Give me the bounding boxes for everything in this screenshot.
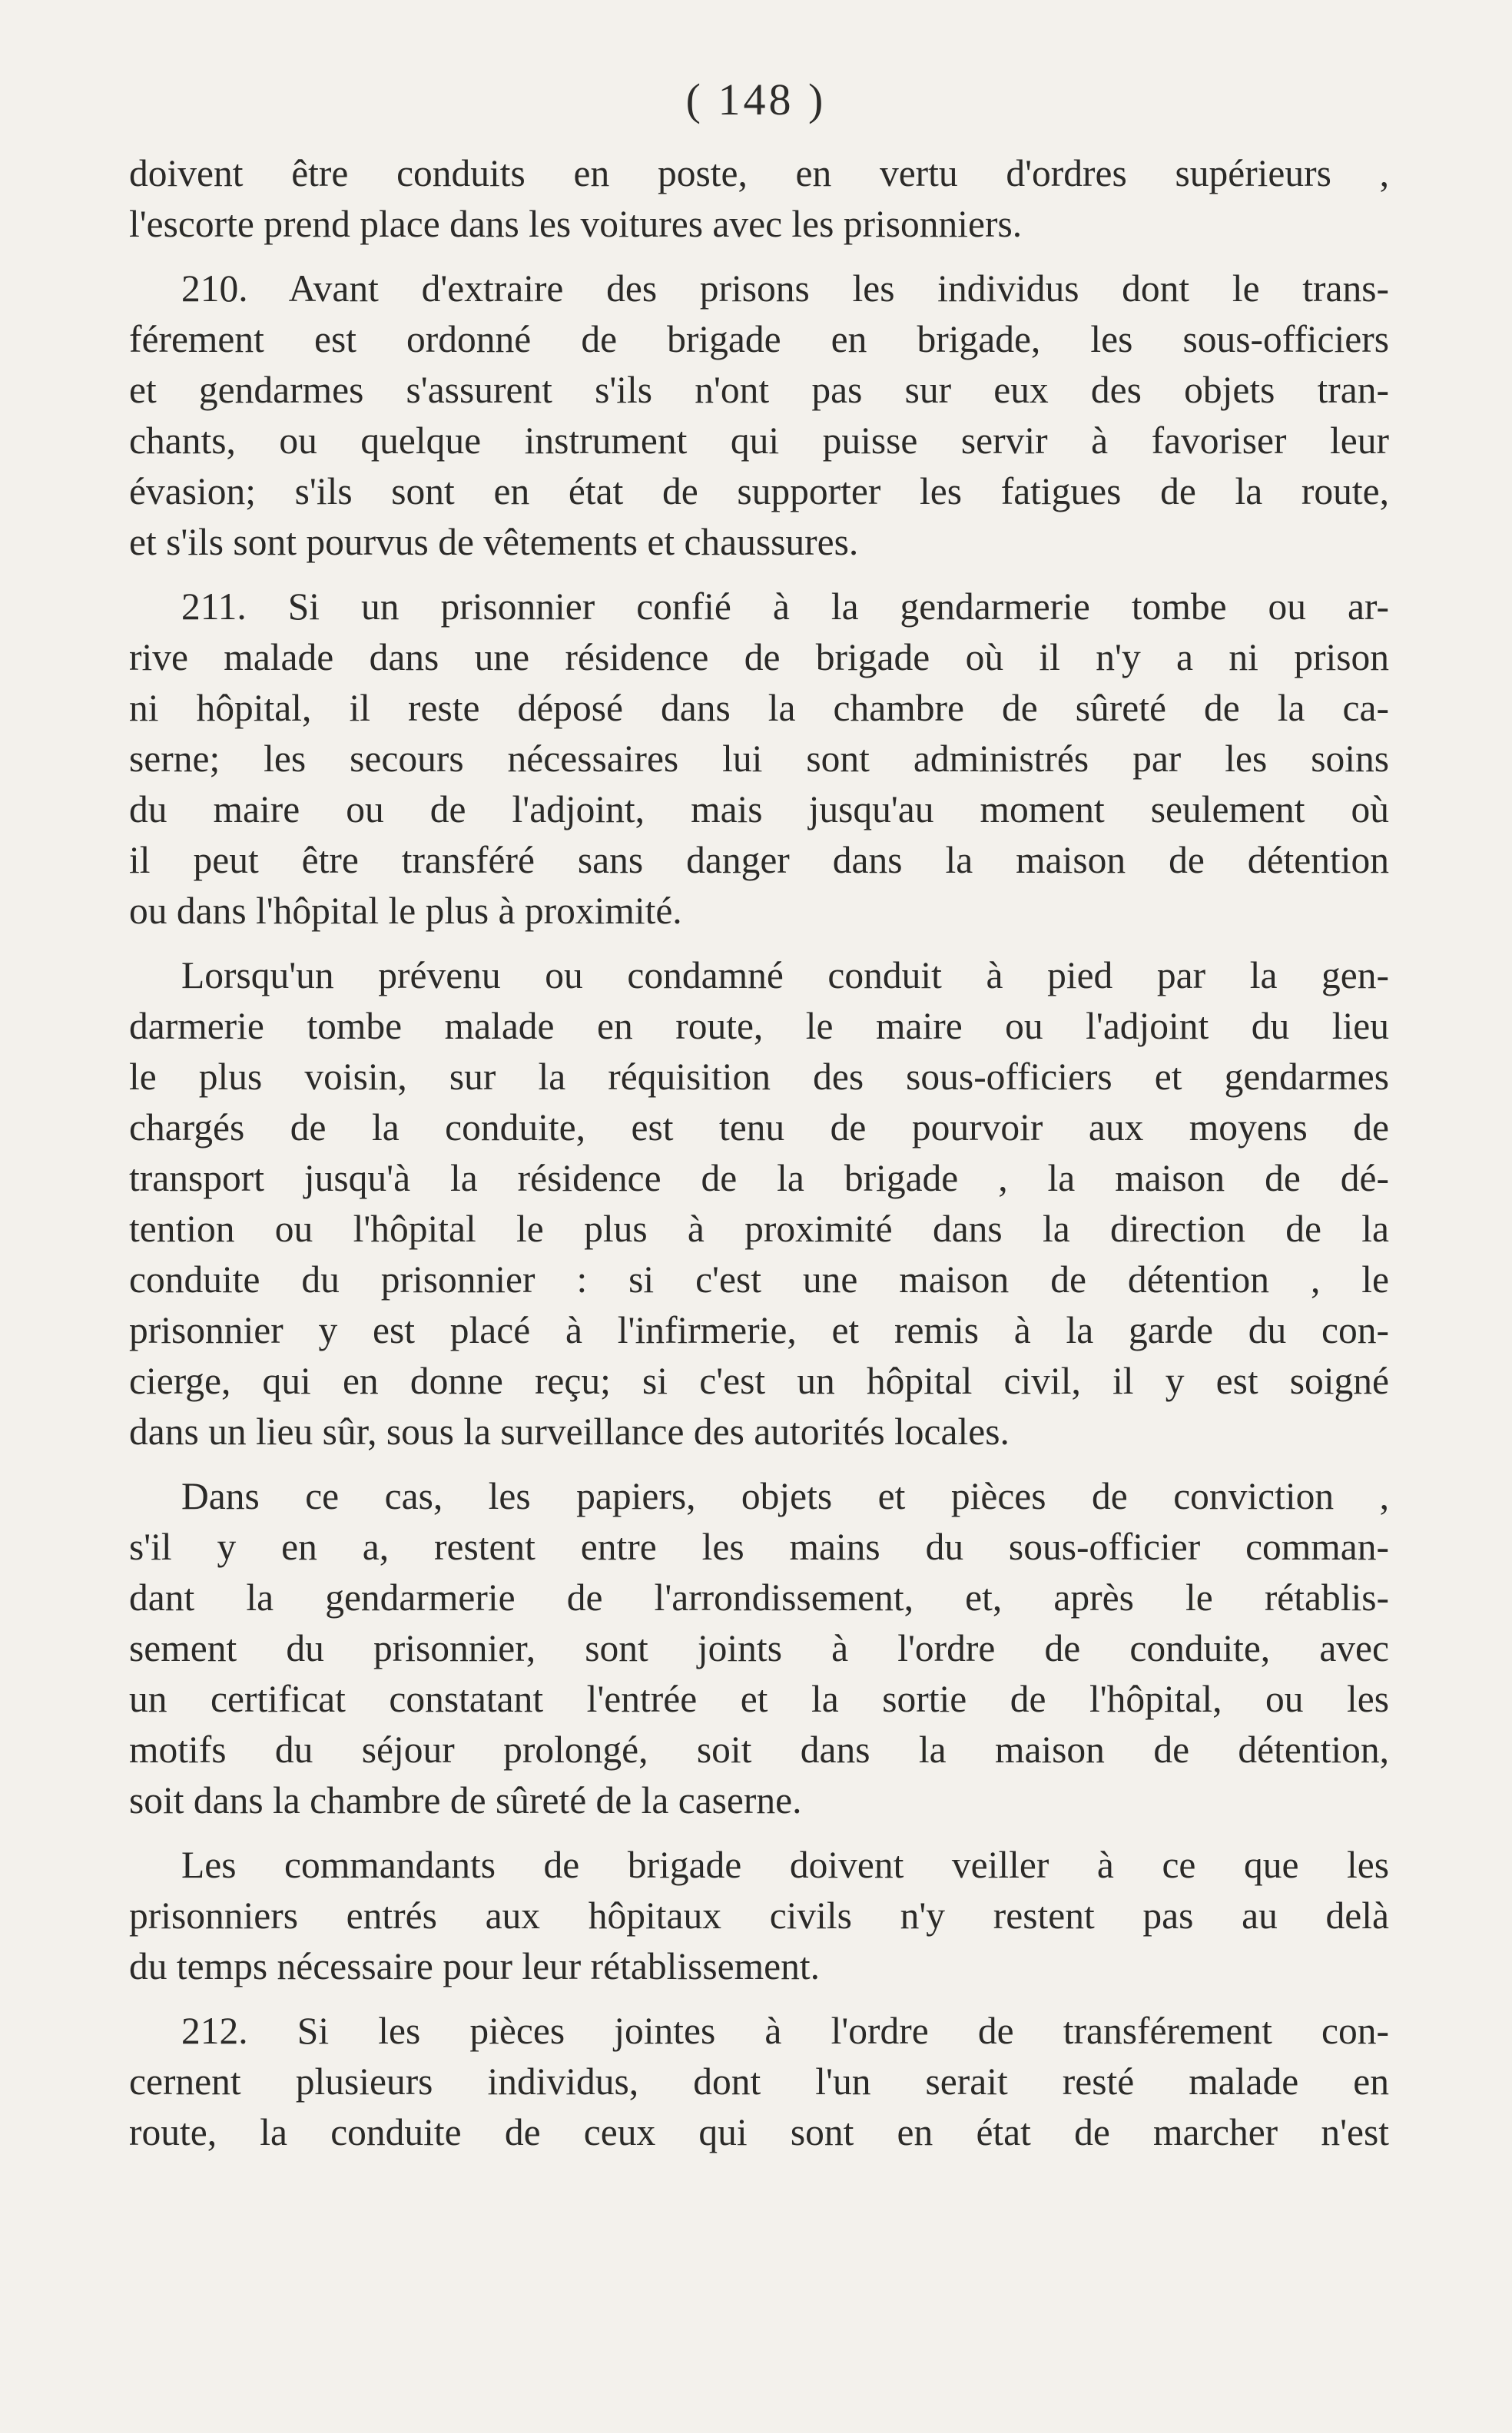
- text-line: Les commandants de brigade doivent veiller à ce que les: [181, 1844, 1389, 1886]
- text-line: tention ou l'hôpital le plus à proximité dans la direction de la: [129, 1208, 1389, 1250]
- text-line: ni hôpital, il reste déposé dans la chambre de sûreté de la ca-: [129, 687, 1389, 729]
- paragraph: [129, 1471, 1389, 1826]
- text-line: soit dans la chambre de sûreté de la caserne.: [129, 1779, 802, 1821]
- text-line: ou dans l'hôpital le plus à proximité.: [129, 890, 682, 932]
- text-line: sement du prisonnier, sont joints à l'ordre de conduite, avec: [129, 1627, 1389, 1669]
- text-line: serne; les secours nécessaires lui sont administrés par les soins: [129, 738, 1389, 780]
- text-line: 210. Avant d'extraire des prisons les individus dont le trans-: [181, 267, 1389, 310]
- text-line: un certificat constatant l'entrée et la sortie de l'hôpital, ou les: [129, 1678, 1389, 1720]
- paragraph-continuation: [129, 148, 1389, 250]
- paragraph: [129, 1840, 1389, 1992]
- text-line: route, la conduite de ceux qui sont en état de marcher n'est: [129, 2111, 1389, 2153]
- text-line: prisonniers entrés aux hôpitaux civils n'y restent pas au delà: [129, 1894, 1389, 1937]
- text-line: rive malade dans une résidence de brigade où il n'y a ni prison: [129, 636, 1389, 678]
- text-line: conduite du prisonnier : si c'est une maison de détention , le: [129, 1258, 1389, 1301]
- text-line: dans un lieu sûr, sous la surveillance des autorités locales.: [129, 1410, 1010, 1453]
- text-line: Lorsqu'un prévenu ou condamné conduit à pied par la gen-: [181, 954, 1389, 996]
- text-line: le plus voisin, sur la réquisition des sous-officiers et gendarmes: [129, 1056, 1389, 1098]
- text-line: il peut être transféré sans danger dans la maison de détention: [129, 839, 1389, 881]
- text-line: darmerie tombe malade en route, le maire ou l'adjoint du lieu: [129, 1005, 1389, 1047]
- paragraph-article-210: [129, 264, 1389, 568]
- text-line: 212. Si les pièces jointes à l'ordre de transférement con-: [181, 2010, 1389, 2052]
- text-line: cernent plusieurs individus, dont l'un serait resté malade en: [129, 2060, 1389, 2103]
- text-line: s'il y en a, restent entre les mains du sous-officier comman-: [129, 1526, 1389, 1568]
- text-line: cierge, qui en donne reçu; si c'est un hôpital civil, il y est soigné: [129, 1360, 1389, 1402]
- text-line: transport jusqu'à la résidence de la brigade , la maison de dé-: [129, 1157, 1389, 1199]
- text-line: motifs du séjour prolongé, soit dans la maison de détention,: [129, 1729, 1389, 1771]
- text-line: dant la gendarmerie de l'arrondissement, et, après le rétablis-: [129, 1576, 1389, 1619]
- text-line: férement est ordonné de brigade en brigade, les sous-officiers: [129, 318, 1389, 360]
- text-line: Dans ce cas, les papiers, objets et pièces de conviction ,: [181, 1475, 1389, 1517]
- paragraph: [129, 950, 1389, 1457]
- body-text: [129, 148, 1389, 2158]
- text-line: et gendarmes s'assurent s'ils n'ont pas sur eux des objets tran-: [129, 369, 1389, 411]
- page-number: ( 148 ): [685, 75, 827, 124]
- paragraph-article-212: [129, 2006, 1389, 2158]
- text-line: du temps nécessaire pour leur rétablissement.: [129, 1945, 820, 1987]
- text-line: doivent être conduits en poste, en vertu d'ordres supérieurs ,: [129, 152, 1389, 194]
- text-line: 211. Si un prisonnier confié à la gendarmerie tombe ou ar-: [181, 585, 1389, 628]
- text-line: chants, ou quelque instrument qui puisse servir à favoriser leur: [129, 419, 1389, 462]
- text-line: du maire ou de l'adjoint, mais jusqu'au moment seulement où: [129, 788, 1389, 830]
- text-line: évasion; s'ils sont en état de supporter les fatigues de la route,: [129, 470, 1389, 512]
- text-line: prisonnier y est placé à l'infirmerie, et remis à la garde du con-: [129, 1309, 1389, 1351]
- text-line: l'escorte prend place dans les voitures avec les prisonniers.: [129, 203, 1023, 245]
- text-line: chargés de la conduite, est tenu de pourvoir aux moyens de: [129, 1106, 1389, 1149]
- text-line: et s'ils sont pourvus de vêtements et chaussures.: [129, 521, 859, 563]
- paragraph-article-211: [129, 582, 1389, 936]
